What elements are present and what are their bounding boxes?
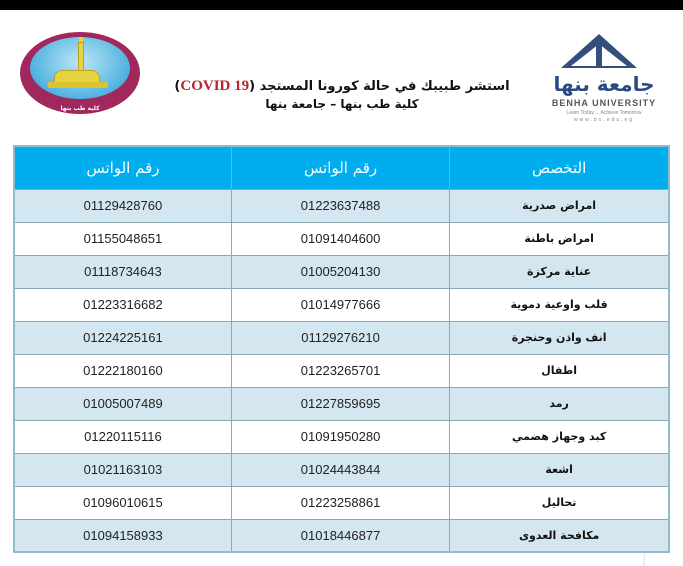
- top-black-bar: [0, 0, 683, 10]
- whatsapp-2-cell: 01220115116: [14, 420, 231, 453]
- whatsapp-1-cell: 01227859695: [231, 387, 449, 420]
- table-row: [14, 486, 669, 519]
- title-line-2: كلية طب بنها – جامعة بنها: [265, 97, 419, 111]
- whatsapp-1-cell: 01223265701: [231, 354, 449, 387]
- specialty-cell: اشعة: [450, 453, 669, 486]
- whatsapp-1-cell: 01014977666: [231, 288, 449, 321]
- specialty-cell: امراض صدرية: [450, 189, 669, 222]
- whatsapp-2-cell: 01094158933: [14, 519, 231, 552]
- contacts-table: [13, 145, 670, 553]
- header-specialty: التخصص: [450, 146, 669, 189]
- header-whatsapp-2: رقم الواتس: [14, 146, 231, 189]
- whatsapp-2-cell: 01223316682: [14, 288, 231, 321]
- title-prefix: استشر طبيبك في حالة كورونا المستجد (: [249, 79, 510, 94]
- specialty-cell: تحاليل: [450, 486, 669, 519]
- specialty-cell: امراض باطنة: [450, 222, 669, 255]
- whatsapp-2-cell: 01129428760: [14, 189, 231, 222]
- whatsapp-2-cell: 01118734643: [14, 255, 231, 288]
- title-line-1: [172, 78, 512, 95]
- table-row: [14, 354, 669, 387]
- specialty-cell: كبد وجهاز هضمي: [450, 420, 669, 453]
- university-english-name: BENHA UNIVERSITY: [551, 98, 657, 108]
- university-arabic-name: جامعة بنها: [553, 72, 655, 96]
- whatsapp-1-cell: 01018446877: [231, 519, 449, 552]
- university-tagline: Learn Today ... Achieve Tomorrow: [566, 110, 642, 116]
- table-row: [14, 189, 669, 222]
- whatsapp-1-cell: 01091404600: [231, 222, 449, 255]
- table-row: [14, 222, 669, 255]
- whatsapp-2-cell: 01224225161: [14, 321, 231, 354]
- whatsapp-2-cell: 01096010615: [14, 486, 231, 519]
- whatsapp-1-cell: 01129276210: [231, 321, 449, 354]
- whatsapp-2-cell: 01155048651: [14, 222, 231, 255]
- table-row: [14, 387, 669, 420]
- university-website: www.bu.edu.eg: [573, 117, 635, 123]
- mosque-base: [48, 82, 108, 88]
- whatsapp-2-cell: 01222180160: [14, 354, 231, 387]
- header-whatsapp-1: رقم الواتس: [231, 146, 449, 189]
- covid-label: COVID 19: [180, 78, 250, 94]
- specialty-cell: رمد: [450, 387, 669, 420]
- specialty-cell: مكافحة العدوى: [450, 519, 669, 552]
- table-header-row: [14, 146, 669, 189]
- table-row: [14, 255, 669, 288]
- title-suffix: ): [174, 79, 181, 94]
- specialty-cell: اطفال: [450, 354, 669, 387]
- table-row: [14, 420, 669, 453]
- logo-pillar: [596, 40, 602, 66]
- whatsapp-1-cell: 01223637488: [231, 189, 449, 222]
- benha-university-logo-icon: [543, 34, 665, 128]
- whatsapp-2-cell: 01005007489: [14, 387, 231, 420]
- specialty-cell: قلب واوعية دموية: [450, 288, 669, 321]
- whatsapp-1-cell: 01223258861: [231, 486, 449, 519]
- logo-ring-text: كلية طب بنها: [60, 105, 100, 112]
- whatsapp-1-cell: 01091950280: [231, 420, 449, 453]
- table-row: [14, 321, 669, 354]
- whatsapp-1-cell: 01005204130: [231, 255, 449, 288]
- table-row: [14, 288, 669, 321]
- page-title: [172, 78, 512, 111]
- table-row: [14, 519, 669, 552]
- faculty-of-medicine-logo-icon: [20, 32, 140, 114]
- whatsapp-1-cell: 01024443844: [231, 453, 449, 486]
- whatsapp-2-cell: 01021163103: [14, 453, 231, 486]
- specialty-cell: انف واذن وحنجرة: [450, 321, 669, 354]
- table-row: [14, 453, 669, 486]
- specialty-cell: عناية مركزة: [450, 255, 669, 288]
